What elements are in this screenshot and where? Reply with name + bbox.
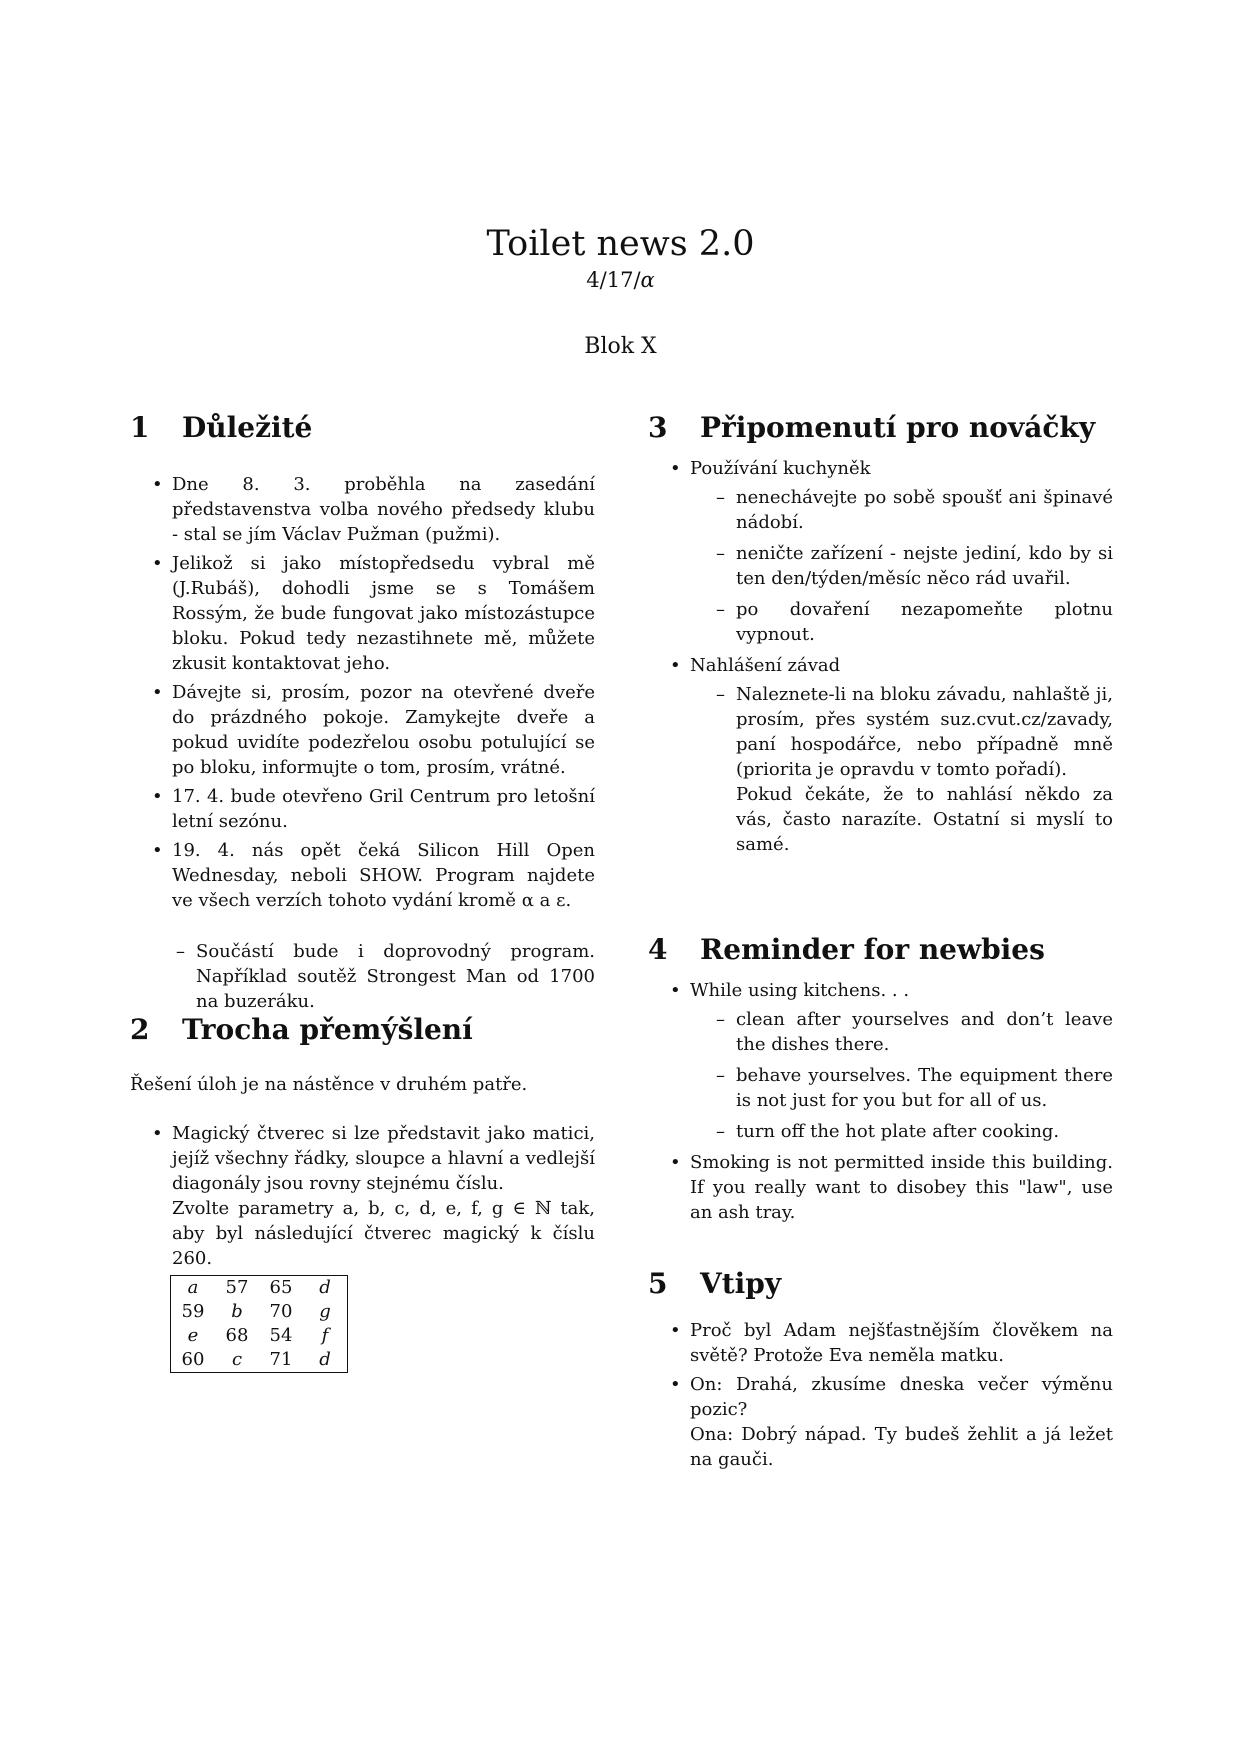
table-cell: 65 <box>269 1277 293 1298</box>
section-title: Vtipy <box>700 1267 782 1300</box>
section-title: Připomenutí pro nováčky <box>700 411 1096 444</box>
list-item: • While using kitchens. . . – clean after yourselves and don’t leave the dishes there. – behave yourselves. The equipment there is not just for you but for all of us. – turn off the hot plate after cooking. <box>670 980 1113 1142</box>
table-row <box>171 1324 348 1348</box>
table-cell: 60 <box>181 1349 205 1370</box>
important-list <box>130 472 595 913</box>
sub-list-item: – po dovaření nezapomeňte plotnu vypnout. <box>716 599 1113 645</box>
table-cell: g <box>319 1301 331 1322</box>
sub-list-item: – behave yourselves. The equipment there is not just for you but for all of us. <box>716 1065 1113 1111</box>
issue-prefix: 4/17/ <box>586 268 641 292</box>
section-heading <box>648 932 1113 968</box>
table-cell: c <box>231 1349 243 1370</box>
section-title: Reminder for newbies <box>700 933 1045 966</box>
section-number: 1 <box>130 411 150 444</box>
table-cell: e <box>187 1325 199 1346</box>
list-item: • Smoking is not permitted inside this building. If you really want to disobey this "law", use an ash tray. <box>670 1152 1113 1223</box>
table-cell: 54 <box>269 1325 293 1346</box>
sub-list <box>690 682 1113 857</box>
section-heading <box>130 1012 595 1048</box>
list-item: • Nahlášení závad – Naleznete-li na bloku závadu, nahlaště ji, prosím, přes systém suz.cvut.cz/zavady, paní hospodářce, nebo případně mně (priorita je opravdu v tomto pořadí). Pokud čekáte, že to nahlásí někdo za vás, často narazíte. Ostatní si myslí to samé. <box>670 655 1113 855</box>
issue-number <box>0 266 1241 294</box>
section-intro: Řešení úloh je na nástěnce v druhém patře. <box>130 1074 528 1095</box>
list-item: • Jelikož si jako místopředsedu vybral mě (J.Rubáš), dohodli jsme se s Tomášem Rossým, že bude fungovat jako místozástupce bloku. Pokud tedy nezastihnete mě, můžete zkusit kontaktovat jeho. <box>152 553 595 674</box>
sub-list <box>690 485 1113 647</box>
section-important <box>130 410 595 1020</box>
table-cell: b <box>231 1301 243 1322</box>
section-number: 3 <box>648 411 668 444</box>
table-cell: d <box>319 1277 331 1298</box>
table-cell: 70 <box>269 1301 293 1322</box>
list-item: • Dne 8. 3. proběhla na zasedání představenstva volba nového předsedy klubu - stal se jím Václav Pužman (pužmi). <box>152 474 595 545</box>
table-cell: 57 <box>225 1277 249 1298</box>
list-item: • Používání kuchyněk – nenechávejte po sobě spoušť ani špinavé nádobí. – neničte zařízení - nejste jediní, kdo by si ten den/týden/měsíc něco rád uvařil. – po dovaření nezapomeňte plotnu vypnout. <box>670 458 1113 645</box>
sub-list <box>690 1007 1113 1144</box>
newcomers-en-list <box>648 978 1113 1225</box>
table-cell: 68 <box>225 1325 249 1346</box>
table-row <box>171 1348 348 1373</box>
sub-list-item: – neničte zařízení - nejste jediní, kdo by si ten den/týden/měsíc něco rád uvařil. <box>716 543 1113 589</box>
sub-list-item: – nenechávejte po sobě spoušť ani špinavé nádobí. <box>716 487 1113 533</box>
issue-greek: α <box>640 268 655 292</box>
section-number: 2 <box>130 1013 150 1046</box>
section-heading <box>648 410 1113 446</box>
sub-list-item: – Naleznete-li na bloku závadu, nahlaště ji, prosím, přes systém suz.cvut.cz/zavady, paní hospodářce, nebo případně mně (priorita je opravdu v tomto pořadí). Pokud čekáte, že to nahlásí někdo za vás, často narazíte. Ostatní si myslí to samé. <box>716 684 1113 855</box>
document-subtitle: Blok X <box>584 334 657 359</box>
thinking-list <box>130 1121 595 1271</box>
jokes-list <box>648 1318 1113 1472</box>
list-item: • Magický čtverec si lze představit jako matici, jejíž všechny řádky, sloupce a hlavní a vedlejší diagonály jsou rovny stejnému číslu. Zvolte parametry a, b, c, d, e, f, g ∈ ℕ tak, aby byl následující čtverec magický k číslu 260. <box>152 1123 595 1269</box>
section-title: Trocha přemýšlení <box>182 1013 473 1046</box>
section-heading <box>130 410 595 446</box>
list-item: • 17. 4. bude otevřeno Gril Centrum pro letošní letní sezónu. <box>152 786 595 832</box>
list-item: • On: Drahá, zkusíme dneska večer výměnu pozic? Ona: Dobrý nápad. Ty budeš žehlit a já ležet na gauči. <box>670 1374 1113 1470</box>
section-number: 5 <box>648 1267 668 1300</box>
magic-square-table <box>170 1275 348 1373</box>
table-cell: a <box>187 1277 199 1298</box>
list-item: • 19. 4. nás opět čeká Silicon Hill Open Wednesday, neboli SHOW. Program najdete ve všech verzích tohoto vydání kromě α a ε. <box>152 840 595 911</box>
table-cell: d <box>319 1349 331 1370</box>
list-item: • Dávejte si, prosím, pozor na otevřené dveře do prázdného pokoje. Zamykejte dveře a pokud uvidíte podezřelou osobu potulující se po bloku, informujte o tom, prosím, vrátné. <box>152 682 595 778</box>
table-cell: 71 <box>269 1349 293 1370</box>
section-title: Důležité <box>182 411 313 444</box>
section-newcomers-en <box>648 932 1113 1229</box>
newcomers-cz-list <box>648 456 1113 857</box>
sub-list-item: – turn off the hot plate after cooking. <box>716 1121 1060 1142</box>
section-heading <box>648 1266 1113 1302</box>
table-row <box>171 1276 348 1301</box>
section-newcomers-cz <box>648 410 1113 863</box>
section-number: 4 <box>648 933 668 966</box>
sub-list <box>130 939 595 1014</box>
sub-list-item: – clean after yourselves and don’t leave the dishes there. <box>716 1009 1113 1055</box>
document-title: Toilet news 2.0 <box>486 224 755 264</box>
table-cell: 59 <box>181 1301 205 1322</box>
list-item: • Proč byl Adam nejšťastnějším člověkem na světě? Protože Eva neměla matku. <box>670 1320 1113 1366</box>
section-thinking <box>130 1012 595 1373</box>
sub-list-item: – Součástí bude i doprovodný program. Například soutěž Strongest Man od 1700 na buzeráku. <box>176 941 595 1012</box>
section-jokes <box>648 1266 1113 1476</box>
table-cell: f <box>321 1325 329 1346</box>
table-row <box>171 1300 348 1324</box>
